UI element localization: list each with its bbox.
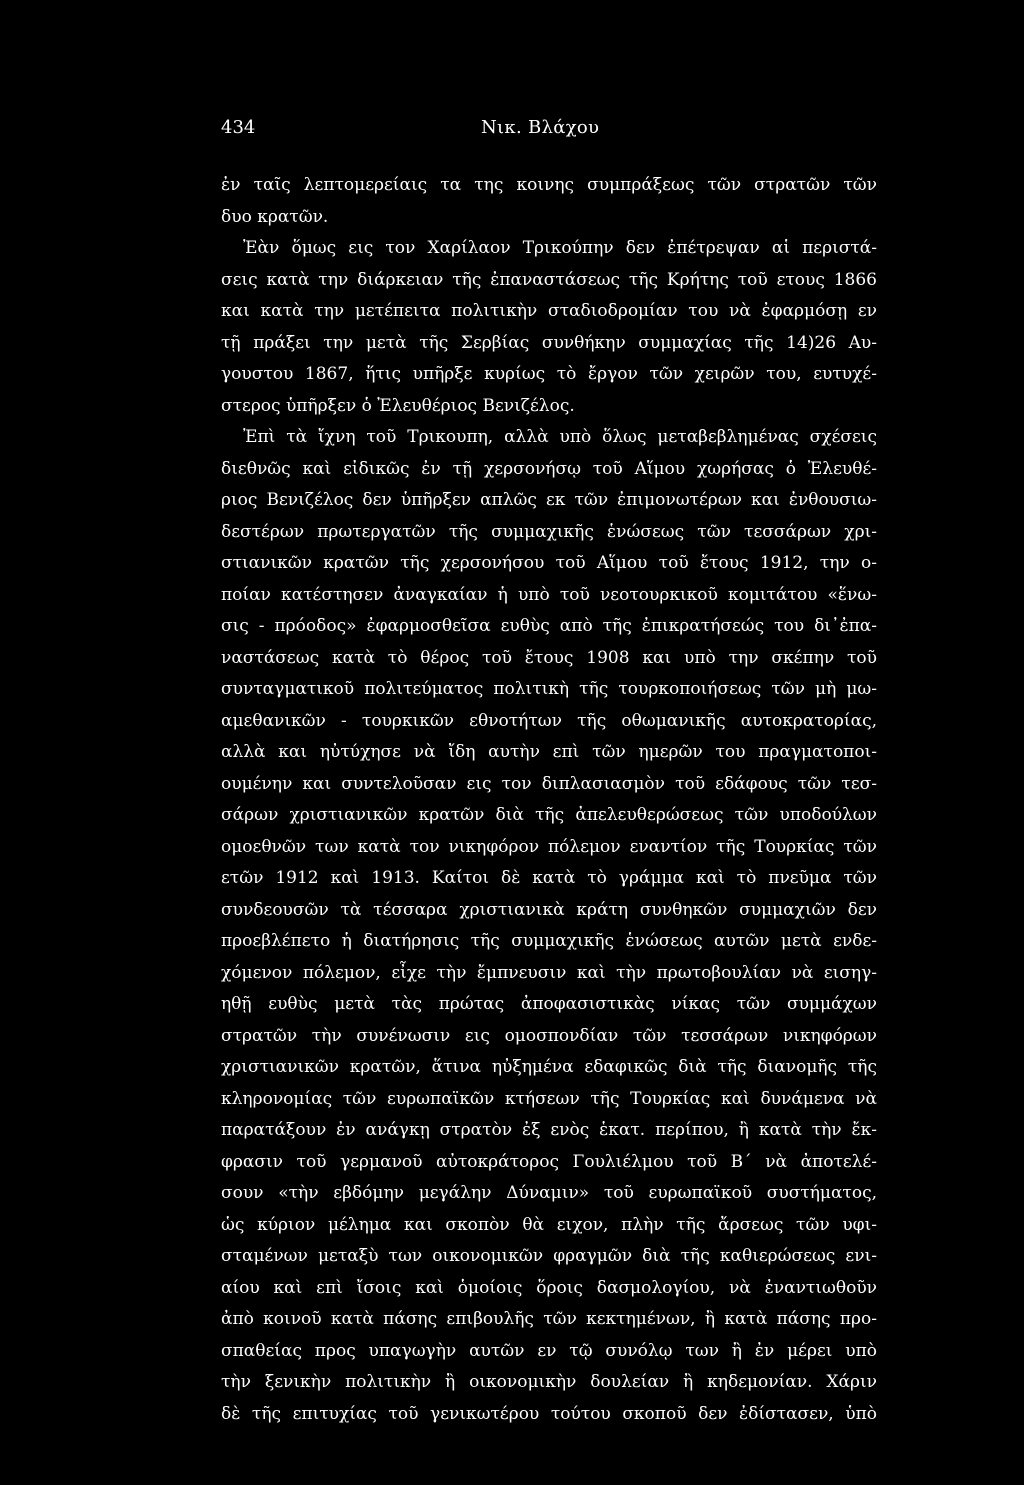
text-line: γουστου 1867, ἥτις υπῆρξε κυρίως τὸ ἔργον τῶν χειρῶν του, ευτυχέ- (221, 364, 877, 384)
text-line: ἀπὸ κοινοῦ κατὰ πάσης επιβουλῆς τῶν κεκτημένων, ἢ κατὰ πάσης προ- (221, 1309, 877, 1329)
text-line: ἐν ταῖς λεπτομερείαις τα της κοινης συμπράξεως τῶν στρατῶν τῶν (221, 175, 877, 195)
text-line: συνδεουσῶν τὰ τέσσαρα χριστιανικὰ κράτη συνθηκῶν συμμαχιῶν δεν (221, 899, 877, 920)
text-line: διεθνῶς καὶ εἰδικῶς ἐν τῇ χερσονήσῳ τοῦ Αἵμου χωρήσας ὁ Ἐλευθέ- (221, 458, 877, 479)
text-line: ὡς κύριον μέλημα και σκοπὸν θὰ ειχον, πλὴν τῆς ἄρσεως τῶν υφι- (221, 1214, 877, 1235)
page-header (221, 116, 877, 140)
text-line: σουν «τὴν εβδόμην μεγάλην Δύναμιν» τοῦ ευρωπαϊκοῦ συστήματος, (221, 1183, 877, 1203)
text-line: τὴν ξενικὴν πολιτικὴν ἢ οικονομικὴν δουλείαν ἢ κηδεμονίαν. Χάριν (221, 1372, 877, 1392)
text-line: αλλὰ και ηὐτύχησε νὰ ἴδη αυτὴν επὶ τῶν ημερῶν του πραγματοποι- (221, 742, 877, 762)
text-line: ποίαν κατέστησεν ἀναγκαίαν ἡ υπὸ τοῦ νεοτουρκικοῦ κομιτάτου «ἕνω- (221, 584, 877, 605)
text-line: Ἐπὶ τὰ ἴχνη τοῦ Τρικουπη, αλλὰ υπὸ ὅλως μεταβεβλημένας σχέσεις (243, 427, 877, 447)
text-line: Ἐὰν ὅμως εις τον Χαρίλαον Τρικούπην δεν ἐπέτρεψαν αἱ περιστά- (243, 238, 877, 258)
text-line: ουμένην και συντελοῦσαν εις τον διπλασιασμὸν τοῦ εδάφους τῶν τεσ- (221, 773, 877, 794)
text-line: και κατὰ την μετέπειτα πολιτικὴν σταδιοδρομίαν του νὰ ἐφαρμόσῃ εν (221, 301, 877, 321)
text-line: σεις κατὰ την διάρκειαν τῆς ἐπαναστάσεως τῆς Κρήτης τοῦ ετους 1866 (221, 269, 877, 290)
page-number: 434 (221, 117, 256, 138)
text-line: ναστάσεως κατὰ τὸ θέρος τοῦ ἔτους 1908 και υπὸ την σκέπην τοῦ (221, 647, 877, 668)
body-text (221, 170, 877, 1430)
text-line: αίου καὶ επὶ ἴσοις καὶ ὁμοίοις ὅροις δασμολογίου, νὰ ἐναντιωθοῦν (221, 1277, 877, 1298)
text-line: ηθῇ ευθὺς μετὰ τὰς πρώτας ἀποφασιστικὰς νίκας τῶν συμμάχων (221, 994, 877, 1014)
text-line: στρατῶν τὴν συνένωσιν εις ομοσπονδίαν τῶν τεσσάρων νικηφόρων (221, 1025, 877, 1046)
text-line: ετῶν 1912 καὶ 1913. Καίτοι δὲ κατὰ τὸ γράμμα καὶ τὸ πνεῦμα τῶν (221, 868, 877, 888)
text-line: σις - πρόοδος» ἐφαρμοσθεῖσα ευθὺς απὸ τῆς ἐπικρατήσεώς του δι᾽ἐπα- (221, 616, 877, 636)
text-line: συνταγματικοῦ πολιτεύματος πολιτικὴ τῆς τουρκοποιήσεως τῶν μὴ μω- (221, 679, 877, 699)
text-line: σπαθείας προς υπαγωγὴν αυτῶν εν τῷ συνόλῳ των ἢ ἐν μέρει υπὸ (221, 1340, 877, 1361)
text-line: δεστέρων πρωτεργατῶν τῆς συμμαχικῆς ἑνώσεως τῶν τεσσάρων χρι- (221, 521, 877, 542)
text-line: φρασιν τοῦ γερμανοῦ αὐτοκράτορος Γουλιέλμου τοῦ Β΄ νὰ ἀποτελέ- (221, 1151, 877, 1172)
text-line: ομοεθνῶν των κατὰ τον νικηφόρον πόλεμον εναντίον τῆς Τουρκίας τῶν (221, 836, 877, 857)
text-line: ριος Βενιζέλος δεν ὑπῆρξεν απλῶς εκ τῶν ἐπιμονωτέρων και ἐνθουσιω- (221, 490, 877, 510)
text-line: στερος ὑπῆρξεν ὁ Ἐλευθέριος Βενιζέλος. (221, 395, 575, 416)
text-line: κληρονομίας τῶν ευρωπαϊκῶν κτήσεων τῆς Τουρκίας καὶ δυνάμενα νὰ (221, 1088, 877, 1109)
text-line: σταμένων μεταξὺ των οικονομικῶν φραγμῶν διὰ τῆς καθιερώσεως ενι- (221, 1246, 877, 1266)
text-line: στιανικῶν κρατῶν τῆς χερσονήσου τοῦ Αἵμου τοῦ ἔτους 1912, την ο- (221, 553, 877, 573)
text-line: δυο κρατῶν. (221, 206, 329, 227)
text-line: δὲ τῆς επιτυχίας τοῦ γενικωτέρου τούτου σκοποῦ δεν ἐδίστασεν, ὑπὸ (221, 1403, 877, 1424)
text-line: σάρων χριστιανικῶν κρατῶν διὰ τῆς ἀπελευθερώσεως τῶν υποδούλων (221, 805, 877, 825)
text-line: αμεθανικῶν - τουρκικῶν εθνοτήτων τῆς οθωμανικῆς αυτοκρατορίας, (221, 710, 877, 731)
text-line: χόμενον πόλεμον, εἶχε τὴν ἔμπνευσιν καὶ τὴν πρωτοβουλίαν νὰ εισηγ- (221, 962, 877, 983)
text-line: προεβλέπετο ἡ διατήρησις τῆς συμμαχικῆς ἑνώσεως αυτῶν μετὰ ενδε- (221, 931, 877, 951)
text-line: παρατάξουν ἐν ανάγκῃ στρατὸν ἐξ ενὸς ἑκατ. περίπου, ἢ κατὰ τὴν ἔκ- (221, 1120, 877, 1140)
text-line: χριστιανικῶν κρατῶν, ἅτινα ηὐξημένα εδαφικῶς διὰ τῆς διανομῆς τῆς (221, 1057, 877, 1077)
text-line: τῇ πράξει την μετὰ τῆς Σερβίας συνθήκην συμμαχίας τῆς 14)26 Αυ- (221, 332, 877, 353)
running-head: Νικ. Βλάχου (481, 117, 600, 138)
